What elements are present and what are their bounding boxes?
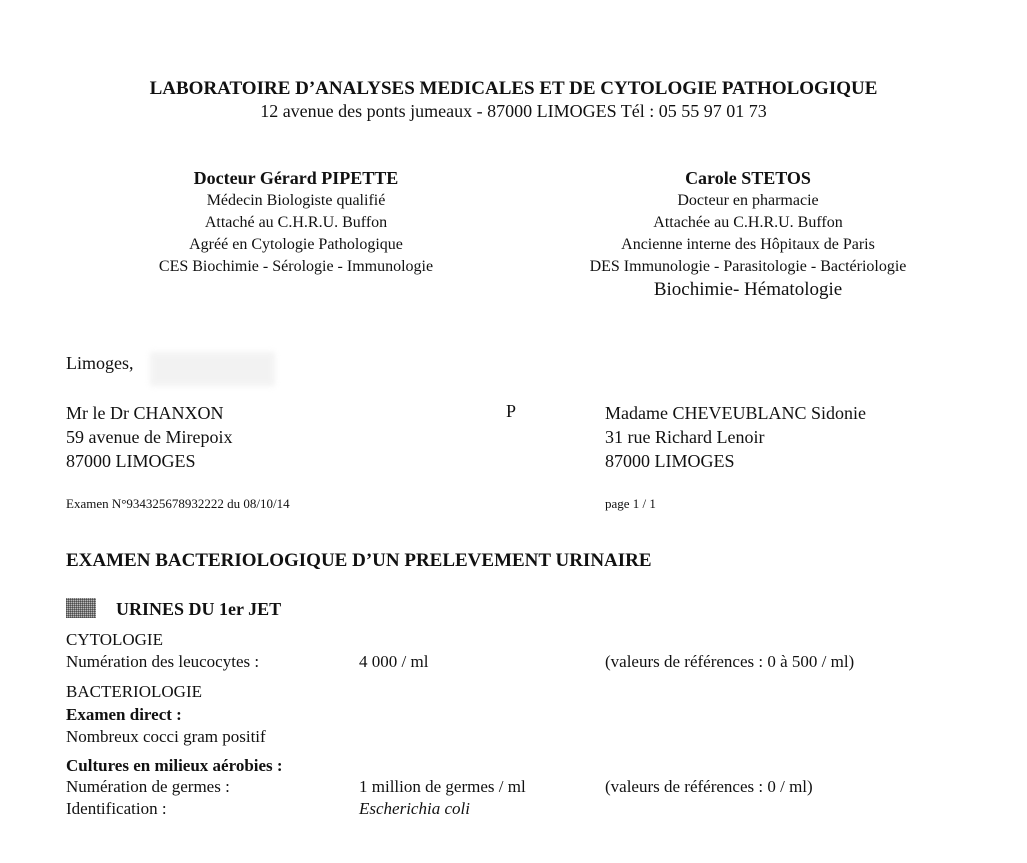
leucocyte-reference: (valeurs de références : 0 à 500 / ml)	[605, 652, 855, 671]
doctor-right-line: Docteur en pharmacie	[677, 192, 819, 209]
doctor-right-line: Biochimie- Hématologie	[653, 279, 843, 300]
recipient-line: Mr le Dr CHANXON	[66, 403, 224, 423]
bacteriology-heading: BACTERIOLOGIE	[66, 682, 202, 701]
marker-p: P	[506, 401, 517, 421]
lab-address: 12 avenue des ponts jumeaux - 87000 LIMOGES Tél : 05 55 97 01 73	[260, 101, 767, 121]
culture-label: Cultures en milieux aérobies :	[66, 756, 283, 775]
leucocyte-value: 4 000 / ml	[359, 652, 429, 671]
exam-reference: Examen N°934325678932222 du 08/10/14	[66, 496, 290, 511]
lab-title: LABORATOIRE D’ANALYSES MEDICALES ET DE CYTOLOGIE PATHOLOGIQUE	[149, 78, 878, 99]
leucocyte-label: Numération des leucocytes :	[66, 652, 260, 671]
report-title: EXAMEN BACTERIOLOGIQUE D’UN PRELEVEMENT URINAIRE	[66, 550, 652, 571]
doctor-left-line: CES Biochimie - Sérologie - Immunologie	[158, 258, 434, 275]
germ-count-reference: (valeurs de références : 0 / ml)	[605, 777, 813, 796]
doctor-right-line: Ancienne interne des Hôpitaux de Paris	[621, 236, 875, 253]
patient-line: 31 rue Richard Lenoir	[605, 427, 765, 447]
direct-exam-result: Nombreux cocci gram positif	[66, 727, 266, 746]
page-number: page 1 / 1	[605, 496, 656, 511]
doctor-left-line: Attaché au C.H.R.U. Buffon	[204, 214, 388, 231]
recipient-block	[66, 401, 232, 473]
patient-line: Madame CHEVEUBLANC Sidonie	[605, 403, 866, 423]
doctor-right-name: Carole STETOS	[685, 168, 811, 188]
patient-block	[605, 401, 866, 473]
redacted-date	[150, 352, 275, 386]
doctor-right-line: DES Immunologie - Parasitologie - Bactériologie	[589, 258, 907, 275]
germ-count-value: 1 million de germes / ml	[359, 777, 526, 796]
direct-exam-label: Examen direct :	[66, 705, 182, 724]
cytology-heading: CYTOLOGIE	[66, 630, 163, 649]
recipient-line: 87000 LIMOGES	[66, 451, 196, 471]
recipient-line: 59 avenue de Mirepoix	[66, 427, 233, 447]
doctor-left-line: Agréé en Cytologie Pathologique	[189, 236, 403, 253]
patient-line: 87000 LIMOGES	[605, 451, 735, 471]
doctor-right-block	[528, 166, 968, 302]
doctor-left-block	[96, 166, 496, 278]
section-marker-icon	[66, 598, 96, 618]
doctor-left-line: Médecin Biologiste qualifié	[206, 192, 386, 209]
doctor-right-line: Attachée au C.H.R.U. Buffon	[653, 214, 843, 231]
section-title: URINES DU 1er JET	[116, 599, 282, 619]
doctor-left-name: Docteur Gérard PIPETTE	[193, 168, 399, 188]
identification-label: Identification :	[66, 799, 167, 818]
identification-value: Escherichia coli	[359, 799, 470, 818]
germ-count-label: Numération de germes :	[66, 777, 230, 796]
place-date: Limoges,	[66, 353, 134, 373]
